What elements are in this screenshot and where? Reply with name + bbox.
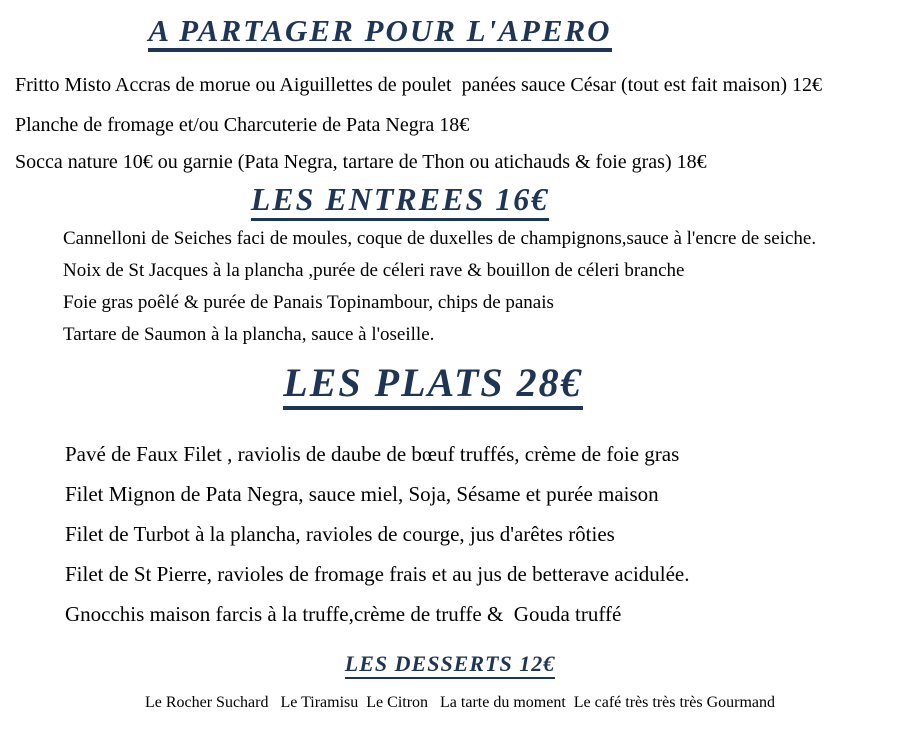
- menu-item-plat-1: Pavé de Faux Filet , raviolis de daube de bœuf truffés, crème de foie gras: [65, 441, 680, 466]
- menu-item-desserts-list: Le Rocher Suchard Le Tiramisu Le Citron La tarte du moment Le café très très très Gourmand: [144, 694, 776, 712]
- menu-item-entree-3: Foie gras poêlé & purée de Panais Topinambour, chips de panais: [63, 291, 554, 313]
- menu-item-plat-5: Gnocchis maison farcis à la truffe,crème de truffe & Gouda truffé: [65, 602, 622, 627]
- section-title-entrees: LES ENTREES 16€: [251, 182, 550, 221]
- section-entrees: [0, 182, 900, 345]
- menu-item-entree-2: Noix de St Jacques à la plancha ,purée de céleri rave & bouillon de céleri branche: [63, 259, 685, 281]
- menu-item-plat-2: Filet Mignon de Pata Negra, sauce miel, Soja, Sésame et purée maison: [65, 481, 659, 506]
- menu-item-plat-3: Filet de Turbot à la plancha, ravioles de courge, jus d'arêtes rôties: [65, 521, 615, 546]
- section-desserts-header-row: [0, 652, 900, 679]
- menu-item-plat-4: Filet de St Pierre, ravioles de fromage frais et au jus de betterave acidulée.: [65, 562, 690, 586]
- section-plats: [0, 361, 900, 626]
- menu-item-entree-4: Tartare de Saumon à la plancha, sauce à l'oseille.: [63, 323, 435, 345]
- section-entrees-header-row: [0, 182, 800, 221]
- menu-item-apero-2: Planche de fromage et/ou Charcuterie de Pata Negra 18€: [15, 114, 470, 137]
- section-apero-header-row: [0, 14, 760, 52]
- section-desserts: [0, 652, 900, 712]
- menu-item-entree-1: Cannelloni de Seiches faci de moules, coque de duxelles de champignons,sauce à l'encre de seiche.: [63, 228, 817, 250]
- section-title-apero: A PARTAGER POUR L'APERO: [148, 14, 611, 52]
- menu-item-apero-1: Fritto Misto Accras de morue ou Aiguillettes de poulet panées sauce César (tout est fait maison) 12€: [15, 74, 823, 97]
- section-title-plats: LES PLATS 28€: [283, 361, 582, 409]
- menu-item-apero-3: Socca nature 10€ ou garnie (Pata Negra, tartare de Thon ou atichauds & foie gras) 18€: [15, 151, 707, 174]
- section-apero: [0, 14, 900, 174]
- section-plats-header-row: [0, 361, 866, 409]
- section-title-desserts: LES DESSERTS 12€: [345, 652, 555, 679]
